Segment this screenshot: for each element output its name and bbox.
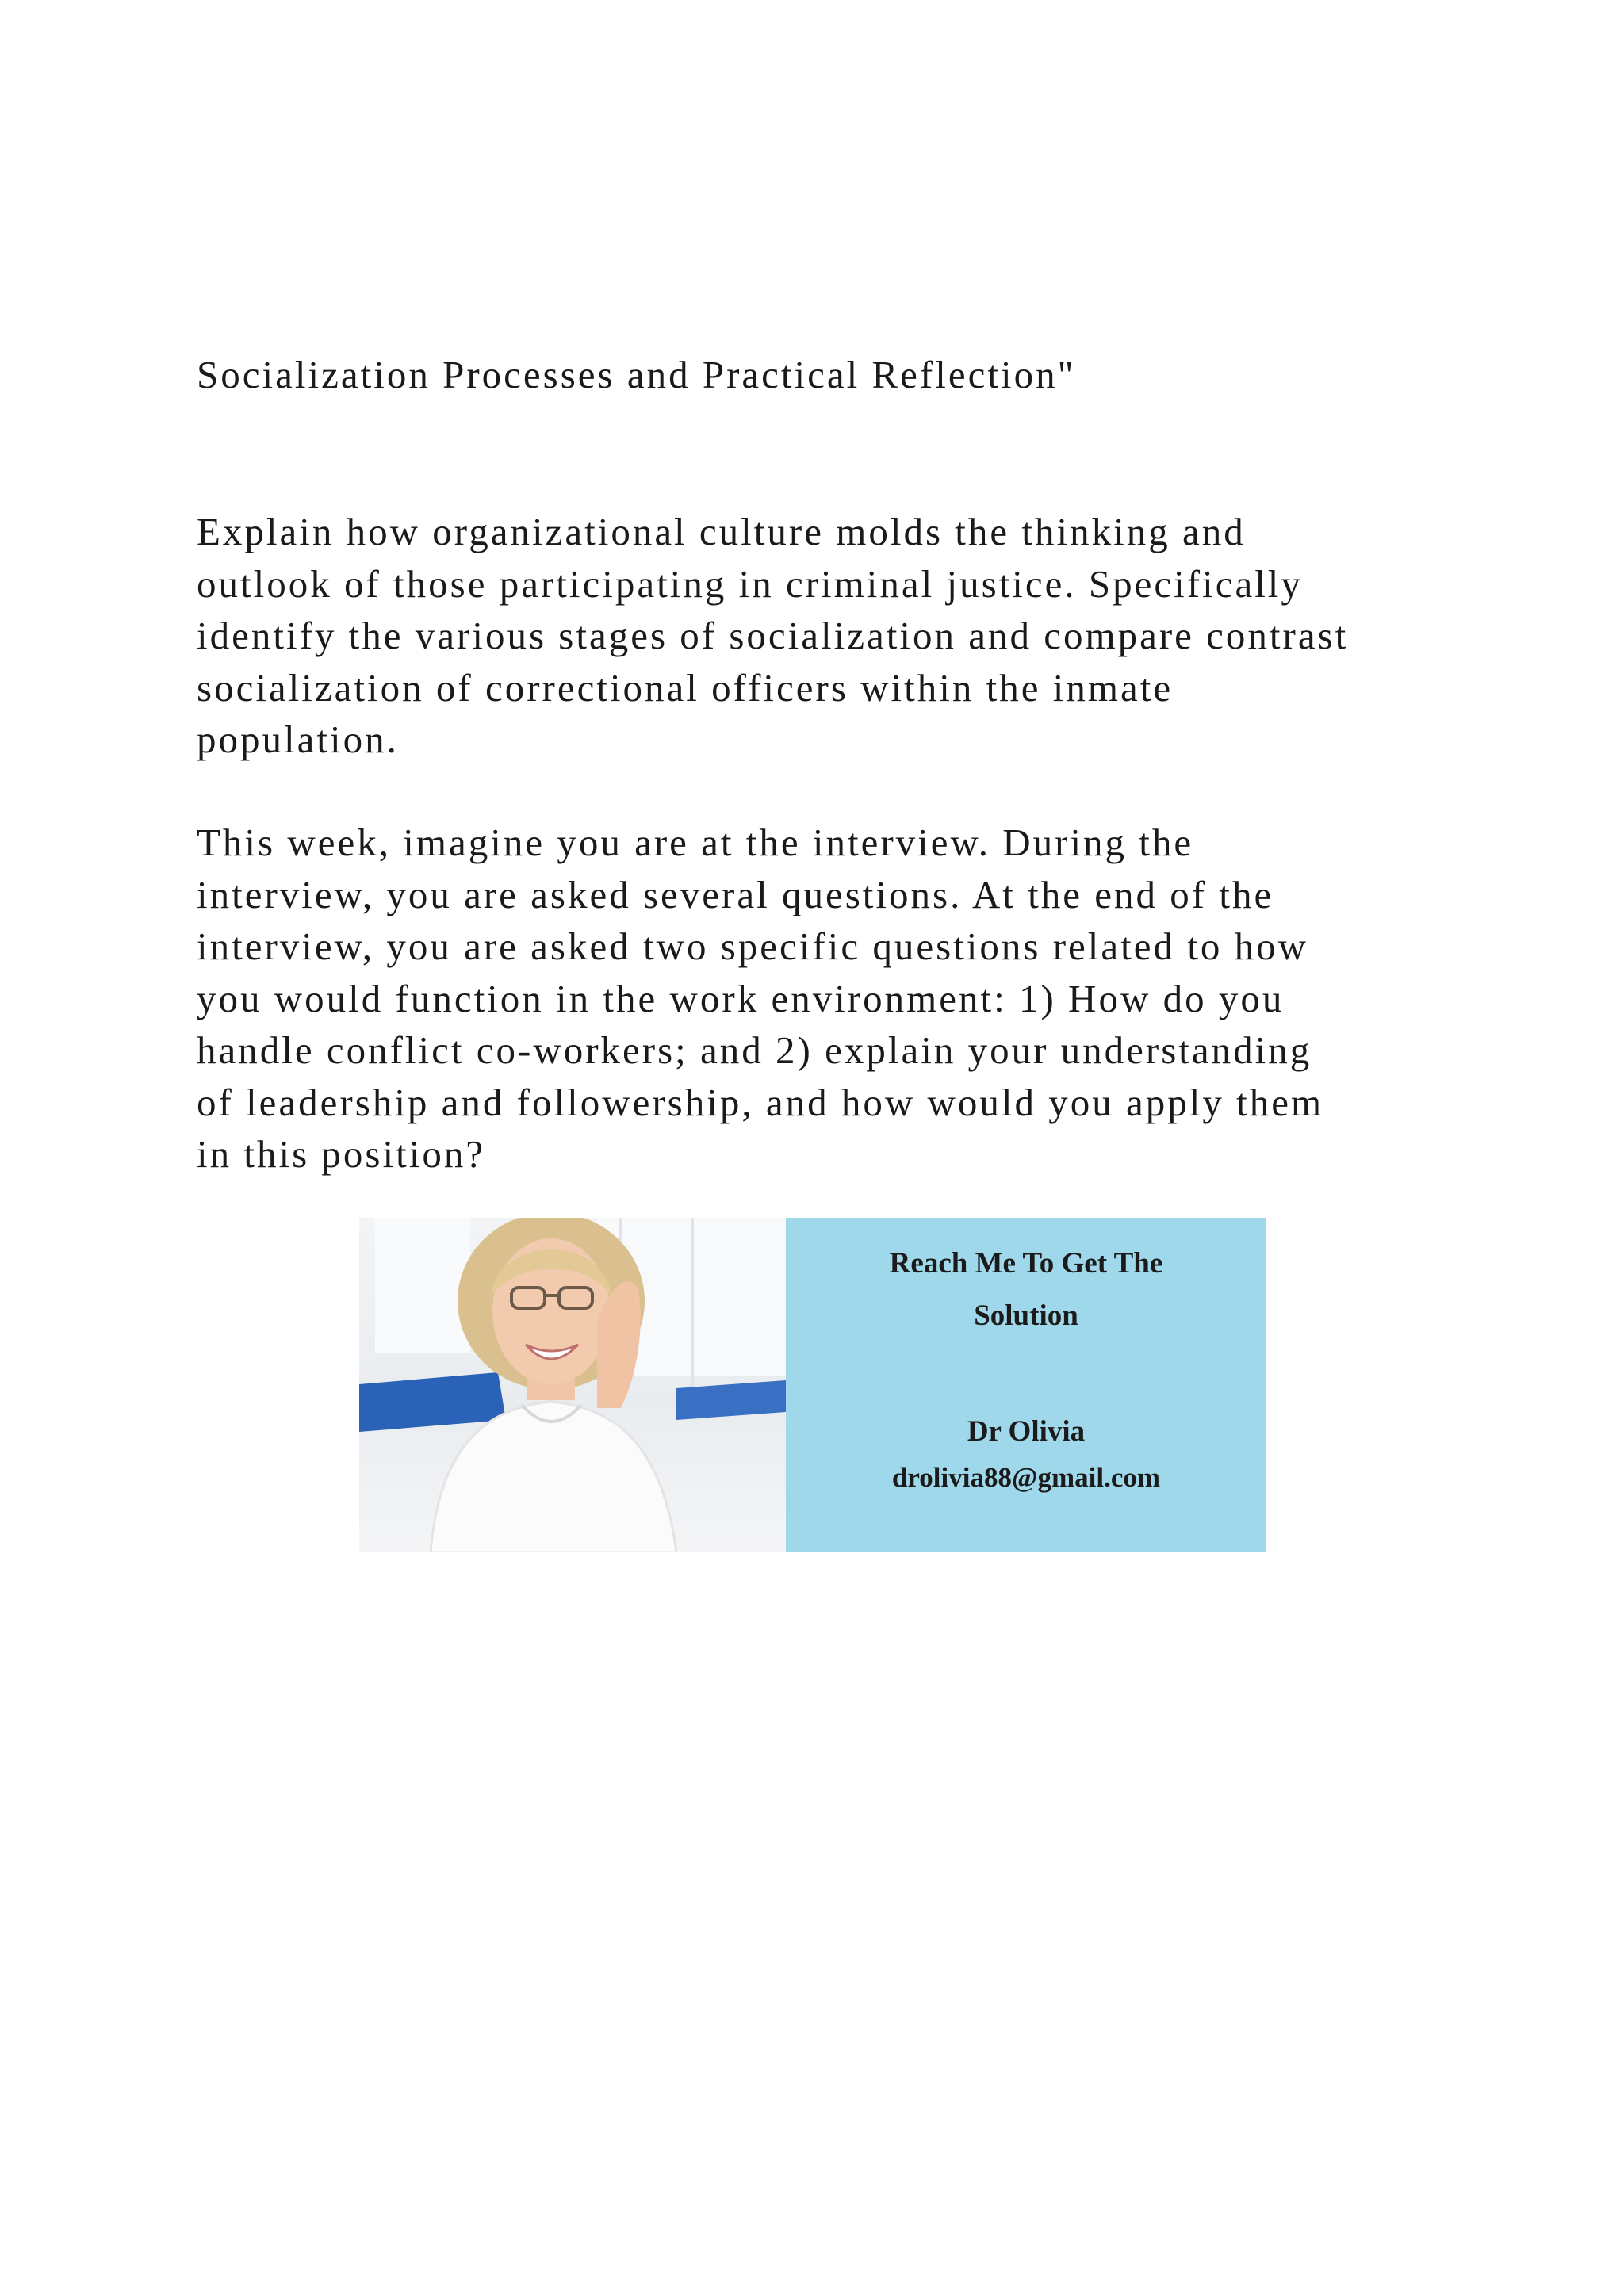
- banner-photo: [359, 1218, 786, 1552]
- paragraph-2: [197, 817, 1450, 1181]
- paragraph-2-line: interview, you are asked two specific questions related to how: [197, 924, 1309, 968]
- paragraph-2-line: you would function in the work environment: 1) How do you: [197, 976, 1285, 1020]
- contact-banner: [359, 1218, 1266, 1552]
- paragraph-2-line: This week, imagine you are at the interview. During the: [197, 821, 1194, 864]
- document-title: Socialization Processes and Practical Reflection": [197, 353, 1076, 396]
- banner-email: drolivia88@gmail.com: [891, 1462, 1161, 1493]
- paragraph-1-line: outlook of those participating in criminal justice. Specifically: [197, 561, 1303, 606]
- paragraph-1-line: Explain how organizational culture molds the thinking and: [197, 510, 1246, 553]
- banner-headline: Reach Me To Get The: [889, 1247, 1163, 1280]
- banner-headline-2: Solution: [974, 1299, 1078, 1332]
- banner-info-panel: [786, 1218, 1266, 1552]
- paragraph-2-line: handle conflict co-workers; and 2) explain your understanding: [197, 1028, 1312, 1072]
- paragraph-1-line: identify the various stages of socialization and compare contrast: [197, 614, 1349, 657]
- paragraph-1-line: socialization of correctional officers within the inmate: [197, 665, 1174, 710]
- banner-name: Dr Olivia: [967, 1415, 1086, 1448]
- paragraph-2-line: in this position?: [197, 1132, 486, 1176]
- paragraph-2-line: interview, you are asked several questions. At the end of the: [197, 872, 1274, 916]
- paragraph-1-line: population.: [197, 718, 399, 761]
- woman-portrait-illustration: [359, 1218, 786, 1552]
- paragraph-1: [197, 506, 1450, 766]
- paragraph-2-line: of leadership and followership, and how would you apply them: [197, 1080, 1324, 1124]
